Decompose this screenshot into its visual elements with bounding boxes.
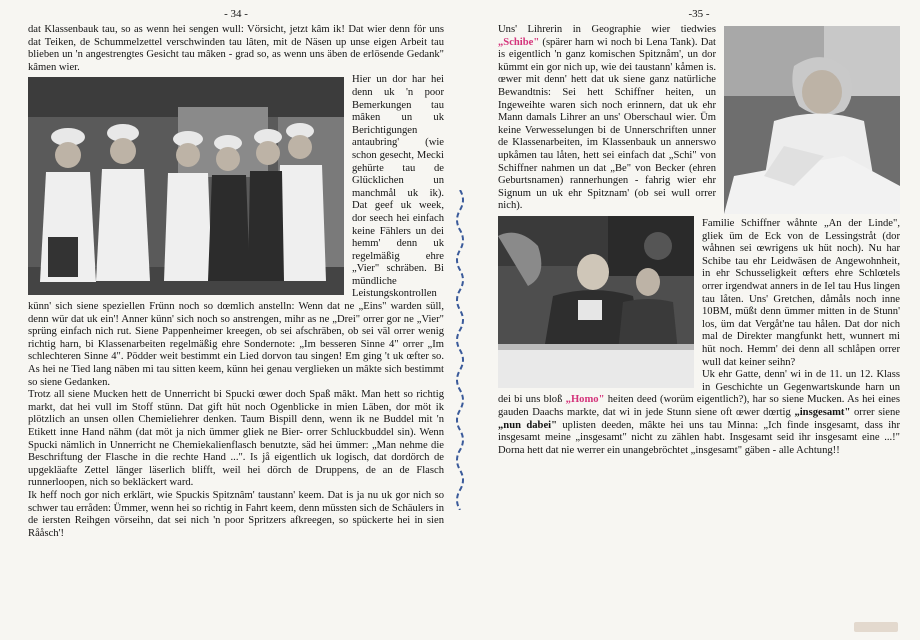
photo-teacher-writing: [724, 26, 900, 214]
left-paragraph-4: Ik heff noch gor nich erklärt, wie Spuckis Spitznâm' taustann' keem. Dat is ja nu uk gor nich so schwer tau erråden: Ümmer, wenn hei so richtig in Fahrt keem, denn müssten sich de Schäulers in de iersten Reihgen vörseihn, dat sei nich 'n poor Spritzers afkreegen, so spückerte hei in sien Rååsch'!: [28, 489, 444, 539]
right-paragraph-3: Uk ehr Gatte, denn' wi in de 11. un 12. Klass in Geschichte un Gegenwartskunde harn un dei bi uns bloß „Homo" heiten deed (worüm eigentlich?), har so siene Mucken. As hei eines gauden Daachs markte, dat wi in jede Stunn siene oft œwer dœrtig „insgesamt" orrer siene „nun dabei" uplisten deeden, mâkte hei uns tau Minna: „Ich finde insgesamt, dass ihr insgesamt meine „insgesamt" nicht zu zählen habt. Insgesamt seid ihr insgesamt eine ...!" Dorna hett dat nie werrer ein unangebröchtet „insgesamt" gäben - alle Achtung!!: [498, 369, 900, 456]
photo-men-at-table: [498, 216, 694, 388]
left-page-number: - 34 -: [224, 8, 248, 20]
nickname-schibe: „Schibe": [498, 36, 540, 48]
right-page: [462, 0, 920, 640]
left-paragraph-1: dat Klassenbauk tau, so as wenn hei sengen wull: Vörsicht, jetzt kâm ik! Dat wier denn för uns dat Teiken, de Schummelzettel verschwinden tau lâten, mit de Näsen up unse eigen Arbeit tau blieben un 'n angestrengtes Gesicht tau mâken - grad so, as wenn uns äben de erlösende Gedank" kâmen wier.: [28, 24, 444, 73]
nickname-homo: „Homo": [565, 394, 605, 406]
left-page: [0, 0, 458, 640]
right-paragraph-2: Familie Schiffner wåhnte „An der Linde", gliek üm de Eck von de Lessingstråt (dor wåhnen sei œwrigens uk hüt noch). Nu har Schibe tau ehr Leidwäsen de Angewohnheit, in ehr Schusseligkeit œfters ehre Schlœtels orrer irgendwat anners in de Iel tau Hus lingen tau låten. Uns' Gretchen, dåmåls noch inne 10BM, müßt denn ümmer mitten in de Stunn' los, üm dat Vergåt'ne tau hålen. Dat dor nich mal de Direkter mangfunkt hett, wunnert mi hüt noch. Hemm' dei denn all schlåpen orrer wull dat keiner seihn?: [498, 213, 900, 369]
right-page-number: -35 -: [688, 8, 710, 20]
photo-teachers-in-white-coats: [28, 77, 344, 295]
left-paragraph-3: Trotz all siene Mucken hett de Unnerricht bi Spucki œwer doch Spaß mâkt. Man hett so richtig markt, dat hei vull im Stoff stünn. Dat gift hüt noch Ogenblicke in mien Läben, dor möt ik plötzlich an unsen ollen Chemieliehrer denken. Taum Bispill denn, wenn ik ne Buddel mit 'n Etikett inne Hand nähm (dat möt ja nich ümmer gliek ne Bier- orrer Schluckbuddel sin). Wenn Spucki nämlich in Unnerricht ne Chemiekalienflasch benutzte, säd hei ümmer: „Man nehme die Beschriftung der Flasche in die rechte Hand ...". Is jå eigentlich uk logisch, dat dordörch de upgekläafte Zettel länger läserlich blifft, weil hei dörch de Druppens, de an de Flasch runnerloopen, nich so bekläckert ward.: [28, 389, 444, 489]
word-insgesamt: „insgesamt": [794, 406, 851, 418]
paper-smudge: [854, 622, 898, 632]
left-paragraph-2: Hier un dor har hei denn uk 'n poor Bemerkungen tau mâken un uk Berichtigungen antaubring' (wie schon gesecht, Mecki gehürte tau de Glücklichen un manchmål uk ik). Dat geef uk week, dor seech hei einfach keine Fählers un dei hemm' denn uk regelmäßig ehre „Vier" schräben. Bi mündliche Leistungskontrollen künn' sich siene speziellen Frünn noch so dœmlich anstelln: Wenn dat ne „Eins" warden süll, denn wür dat uk ein'! Anner künn' sich noch so anstrengen, mihr as ne „Drei" orrer gor ne „Vier" sprüng einfach nich rut. Siene Pappenheimer kreegen, ob sei afschräben, ob sei väl orrer wenig richtig harn, bi Klassenarbeiten regelmäßig ehre Sondernote: „Im besseren Sinne 4" orrer „Im schlechteren Sinne 4". Pödder weit bestimmt ein Lied dorvon tau singen! Em ging 't uk œfter so. As hei ne Tied lang näben mi tau sitten keem, künn hei genau verglieken un mâkte sich bestimmt so siene Gedanken.: [28, 74, 444, 388]
right-paragraph-1: Uns' Lihrerin in Geographie wier tiedwies „Schibe" (spärer harn wi noch bi Lena Tank). Dat is eigentlich 'n ganz komischen Spitznåm', un dor kümmt ein gor nich up, wie dei taustann' kåmen is. œwer mit denn' hett dat uk siene ganz natürliche Bewandtnis: Sei hett Schiffner heiten, un Ingeweihte waren sich noch erinnern, dat uk ehr Mann damals Lihrer an uns' Oberschaul wier. Üm keine Verwesselungen bi de Unnerschriften unner de Klassenarbeiten, im Klassenbauk un annerswo upkåmen tau låten, hett sei einfach dat „Schi" von Schiffner nahmen un dat „Be" von Becker (ehren Geburtsnamen) rannerhungen - fahrig wier ehr Signum un uk ehr Spitznam' (ob sei wull orrer nich).: [498, 24, 900, 213]
word-nun-dabei: „nun dabei": [498, 419, 557, 431]
